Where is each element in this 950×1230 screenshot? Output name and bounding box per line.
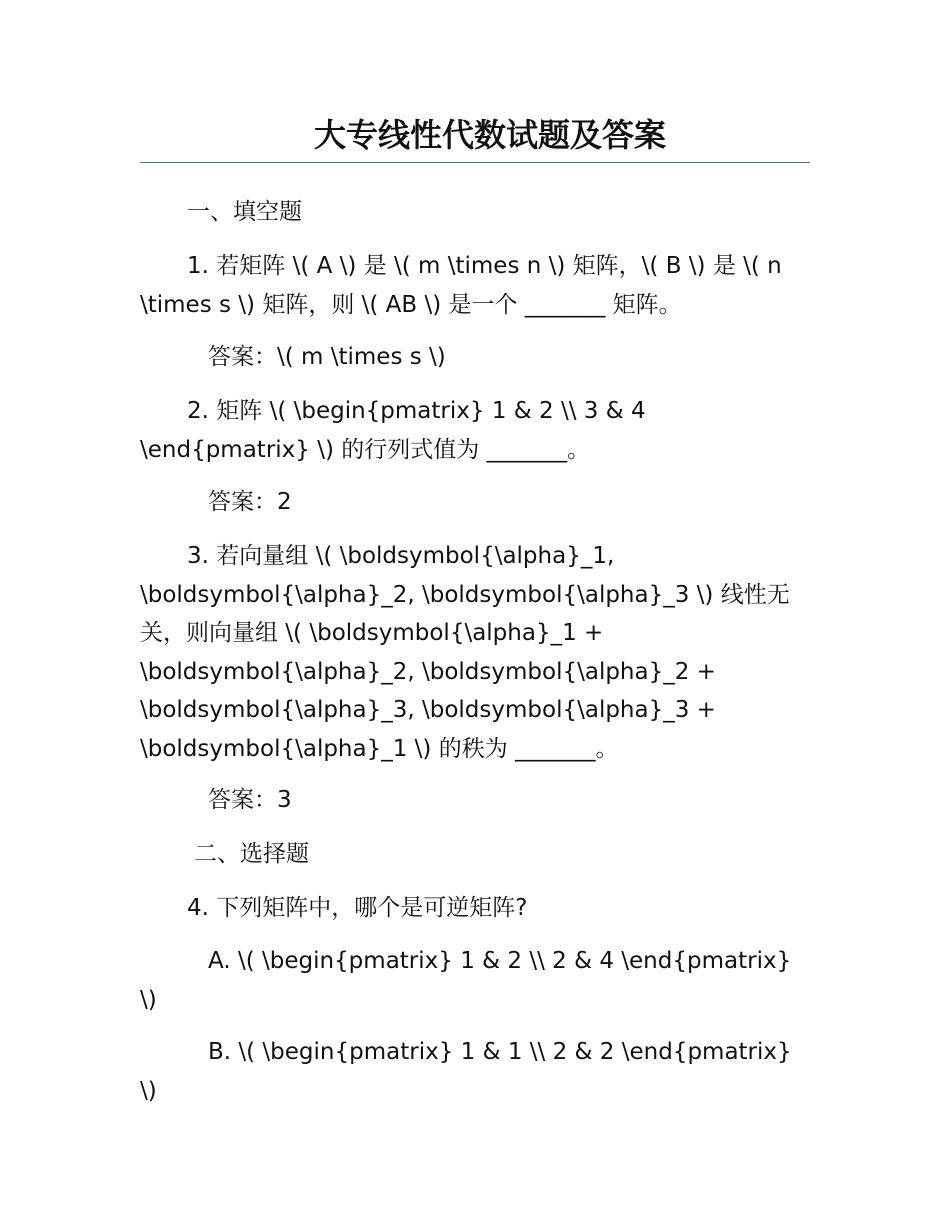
answer-2: 答案：2 — [208, 489, 292, 515]
question-1: 1. 若矩阵 \( A \) 是 \( m \times n \) 矩阵，\( B \) 是 \( n \times s \) 矩阵，则 \( AB \) 是一个 _______ 矩阵。 — [140, 253, 782, 318]
question-3: 3. 若向量组 \( \boldsymbol{\alpha}_1, \boldsymbol{\alpha}_2, \boldsymbol{\alpha}_3 \) 线性无关，则向量组 \( \boldsymbol{\alpha}_1 + \boldsymbol{\alpha}_2, \boldsymbol{\alpha}_2 + \boldsymbol{\alpha}_3, \boldsymbol{\alpha}_3 + \boldsymbol{\alpha}_1 \) 的秩为 _______。 — [140, 543, 790, 762]
section-heading-fill-in: 一、填空题 — [187, 199, 302, 225]
question-2: 2. 矩阵 \( \begin{pmatrix} 1 & 2 \\ 3 & 4 \end{pmatrix} \) 的行列式值为 _______。 — [140, 398, 646, 463]
section-heading-choice: 二、选择题 — [194, 841, 309, 867]
title-underline — [140, 162, 810, 163]
answer-1: 答案：\( m \times s \) — [208, 344, 446, 370]
document-title: 大专线性代数试题及答案 — [313, 116, 666, 154]
question-4-option-a: A. \( \begin{pmatrix} 1 & 2 \\ 2 & 4 \end{pmatrix} \) — [140, 948, 792, 1013]
answer-3: 答案：3 — [208, 787, 292, 813]
question-4-option-b: B. \( \begin{pmatrix} 1 & 1 \\ 2 & 2 \end{pmatrix} \) — [140, 1039, 792, 1104]
question-4: 4. 下列矩阵中，哪个是可逆矩阵? — [187, 895, 528, 921]
